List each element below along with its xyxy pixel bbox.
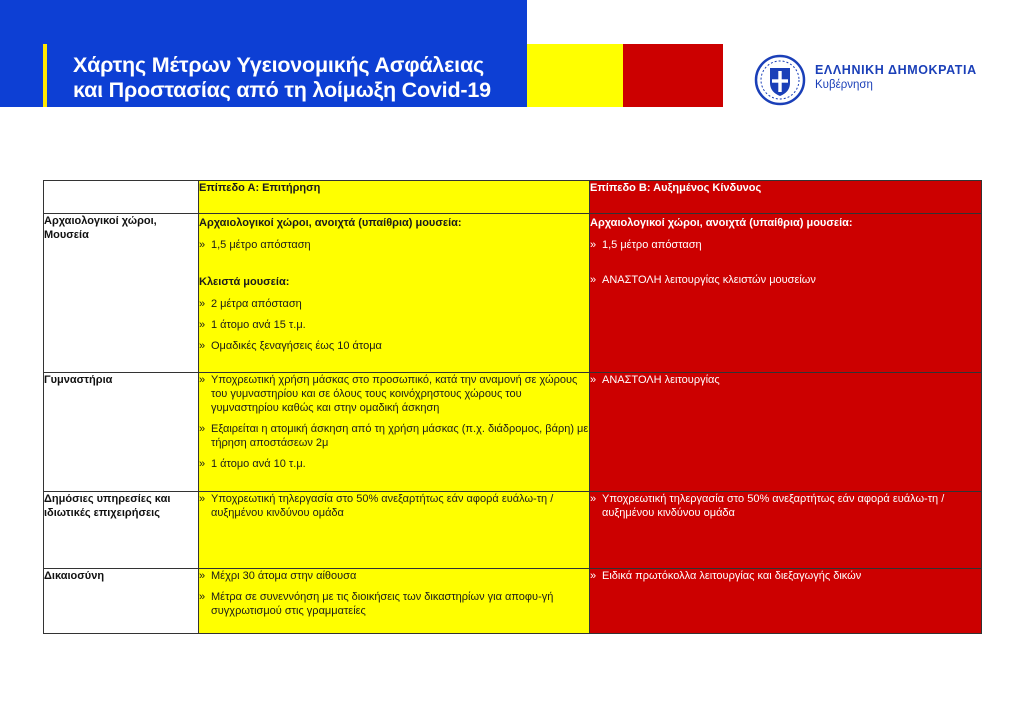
measure-list [590,273,981,287]
level-a-header: Επίπεδο Α: Επιτήρηση [199,181,590,214]
measure-list [199,373,589,471]
table-row [44,373,982,492]
table-row [44,569,982,634]
government-subtitle: Κυβέρνηση [815,79,873,91]
measure-item: » ΑΝΑΣΤΟΛΗ λειτουργίας κλειστών μουσείων [590,273,981,287]
subheading: Κλειστά μουσεία: [199,276,290,288]
measure-list [590,238,981,252]
table-row [44,214,982,373]
level-b-cell [590,492,982,569]
level-a-cell [199,373,590,492]
level-a-cell [199,569,590,634]
page-title-line-2: και Προστασίας από τη λοίμωξη Covid-19 [73,78,491,102]
measure-item: » 2 μέτρα απόσταση [199,297,589,311]
greek-coat-of-arms-icon [754,54,806,106]
measure-list [590,492,981,520]
measure-list [199,238,589,252]
measure-item: » Εξαιρείται η ατομική άσκηση από τη χρήση μάσκας (π.χ. διάδρομος, βάρη) με τήρηση αποστάσεων 2μ [199,422,589,450]
level-b-cell [590,569,982,634]
level-b-cell [590,214,982,373]
header-yellow-block [527,44,623,107]
table-header-row [44,181,982,214]
measure-item: » ΑΝΑΣΤΟΛΗ λειτουργίας [590,373,981,387]
measure-item: » 1,5 μέτρο απόσταση [199,238,589,252]
measures-table [43,180,982,634]
page-title [73,53,523,103]
level-b-header: Επίπεδο Β: Αυξημένος Κίνδυνος [590,181,982,214]
government-name: ΕΛΛΗΝΙΚΗ ΔΗΜΟΚΡΑΤΙΑ [815,63,977,77]
header-accent-bar [43,44,47,107]
measure-list [590,569,981,583]
page-title-line-1: Χάρτης Μέτρων Υγειονομικής Ασφάλειας [73,53,484,77]
measure-item: » Ειδικά πρωτόκολλα λειτουργίας και διεξαγωγής δικών [590,569,981,583]
level-b-cell [590,373,982,492]
row-label: Αρχαιολογικοί χώροι, Μουσεία [44,214,199,373]
measure-item: » Υποχρεωτική χρήση μάσκας στο προσωπικό, κατά την αναμονή σε χώρους του γυμναστηρίου και σε όλους τους κοινόχρηστους χώρους του γυμναστηρίου καθώς και στην ομαδική άσκηση [199,373,589,415]
measure-item: » Μέτρα σε συνεννόηση με τις διοικήσεις των δικαστηρίων για αποφυ-γή συγχρωτισμού στις γραμματείες [199,590,589,618]
subheading: Αρχαιολογικοί χώροι, ανοιχτά (υπαίθρια) μουσεία: [590,217,853,229]
table-row [44,492,982,569]
level-a-cell [199,214,590,373]
measure-item: » 1 άτομο ανά 10 τ.μ. [199,457,589,471]
measure-list [199,492,589,520]
subheading: Αρχαιολογικοί χώροι, ανοιχτά (υπαίθρια) μουσεία: [199,217,462,229]
row-label: Γυμναστήρια [44,373,199,492]
row-label: Δημόσιες υπηρεσίες και ιδιωτικές επιχειρήσεις [44,492,199,569]
measure-item: » Υποχρεωτική τηλεργασία στο 50% ανεξαρτήτως εάν αφορά ευάλω-τη / αυξημένου κινδύνου ομάδα [199,492,589,520]
measure-item: » Υποχρεωτική τηλεργασία στο 50% ανεξαρτήτως εάν αφορά ευάλω-τη / αυξημένου κινδύνου ομάδα [590,492,981,520]
measure-item: » Μέχρι 30 άτομα στην αίθουσα [199,569,589,583]
measure-item: » 1,5 μέτρο απόσταση [590,238,981,252]
header-empty-cell [44,181,199,214]
header-red-block [623,44,723,107]
row-label: Δικαιοσύνη [44,569,199,634]
measure-item: » Ομαδικές ξεναγήσεις έως 10 άτομα [199,339,589,353]
level-a-cell [199,492,590,569]
measure-list [199,297,589,353]
measure-list [199,569,589,618]
measure-list [590,373,981,387]
measure-item: » 1 άτομο ανά 15 τ.μ. [199,318,589,332]
